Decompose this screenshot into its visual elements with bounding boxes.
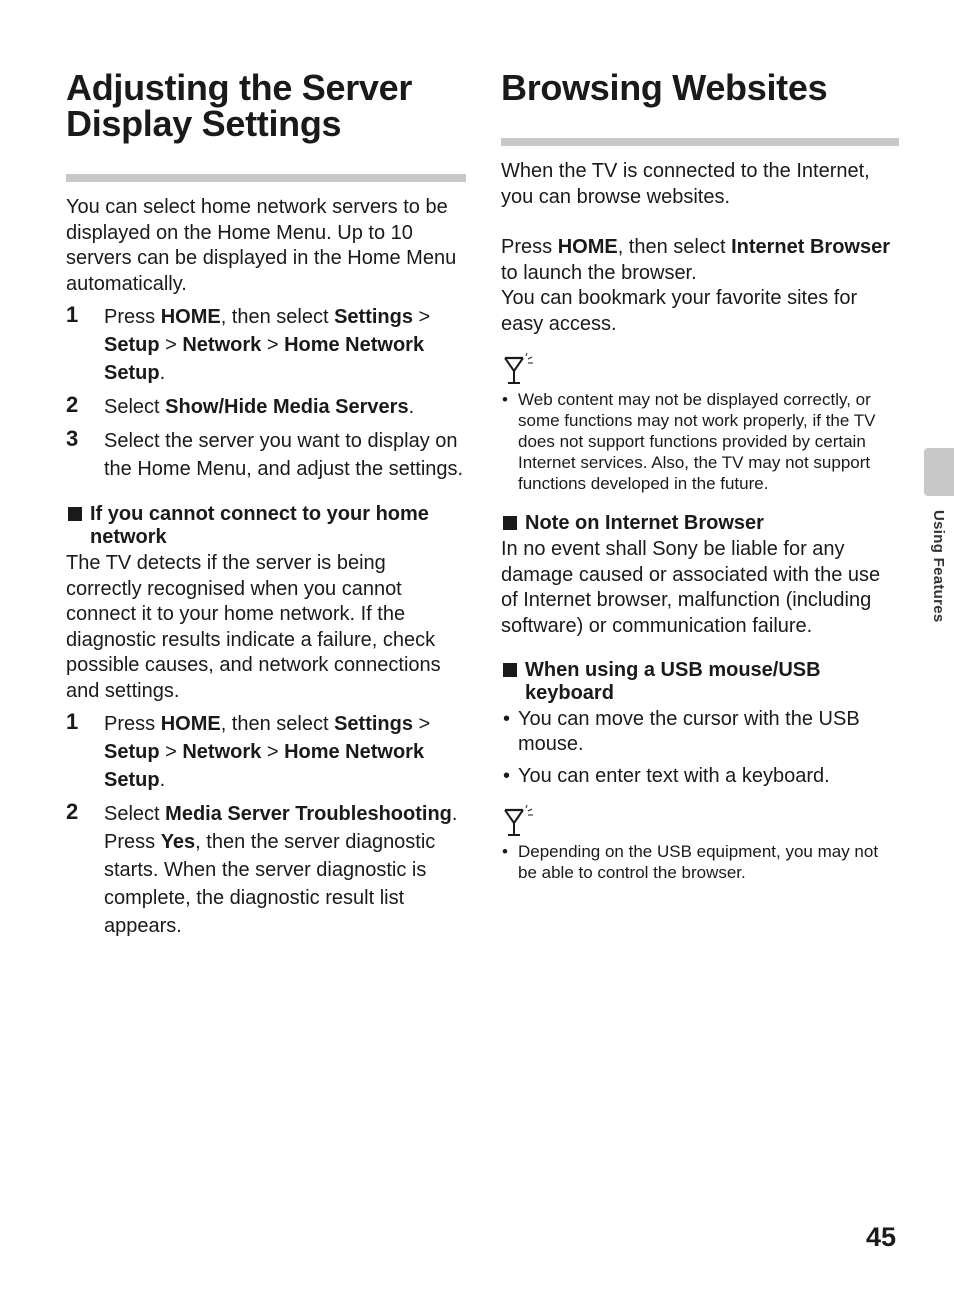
subheading: When using a USB mouse/USB keyboard: [501, 659, 899, 705]
right-column: [501, 67, 899, 883]
side-label: Using Features: [930, 510, 947, 623]
square-bullet-icon: [503, 516, 517, 530]
title-rule: [66, 174, 466, 182]
tip-note: • Depending on the USB equipment, you may not be able to control the browser.: [502, 842, 879, 882]
subheading: Note on Internet Browser: [501, 512, 899, 535]
square-bullet-icon: [503, 663, 517, 677]
left-column: [66, 67, 466, 940]
step-item: 1 Press HOME, then select Settings > Setup > Network > Home Network Setup.: [66, 709, 431, 791]
list-item: • You can move the cursor with the USB mouse.: [503, 708, 860, 755]
square-bullet-icon: [68, 507, 82, 521]
section-title: Browsing Websites: [501, 67, 828, 108]
list-item: • You can enter text with a keyboard.: [503, 765, 830, 787]
tip-icon: [501, 353, 537, 387]
subheading: If you cannot connect to your home network: [66, 503, 466, 549]
title-rule: [501, 138, 899, 146]
step-item: 2 Select Show/Hide Media Servers.: [66, 392, 415, 418]
section-title: Adjusting the Server Display Settings: [66, 67, 413, 144]
intro-paragraph: When the TV is connected to the Internet, you can browse websites.: [501, 160, 870, 208]
tip-icon: [501, 805, 537, 839]
bookmark-paragraph: You can bookmark your favorite sites for easy access.: [501, 287, 858, 335]
subheading-paragraph: The TV detects if the server is being correctly recognised when you cannot connect it to your home network. If the diagnostic results indicate a failure, check possible causes, and network connections and settings.: [66, 552, 441, 702]
step-item: 3 Select the server you want to display on the Home Menu, and adjust the settings.: [66, 426, 464, 480]
side-tab: [924, 448, 954, 496]
launch-paragraph: Press HOME, then select Internet Browser to launch the browser.: [501, 236, 891, 284]
intro-paragraph: You can select home network servers to be displayed on the Home Menu. Up to 10 servers can be displayed in the Home Menu automatically.: [66, 196, 457, 295]
subheading-paragraph: In no event shall Sony be liable for any damage caused or associated with the use of Internet browser, malfunction (including software) or communication failure.: [501, 538, 881, 637]
step-item: 1 Press HOME, then select Settings > Setup > Network > Home Network Setup.: [66, 302, 431, 384]
tip-note: • Web content may not be displayed correctly, or some functions may not work properly, if the TV does not support functions provided by certain Internet services. Also, the TV may not support functions developed in the future.: [502, 390, 876, 493]
page-number: 45: [866, 1222, 897, 1252]
step-item: 2 Select Media Server Troubleshooting. Press Yes, then the server diagnostic starts. When the server diagnostic is complete, the diagnostic result list appears.: [66, 799, 458, 937]
